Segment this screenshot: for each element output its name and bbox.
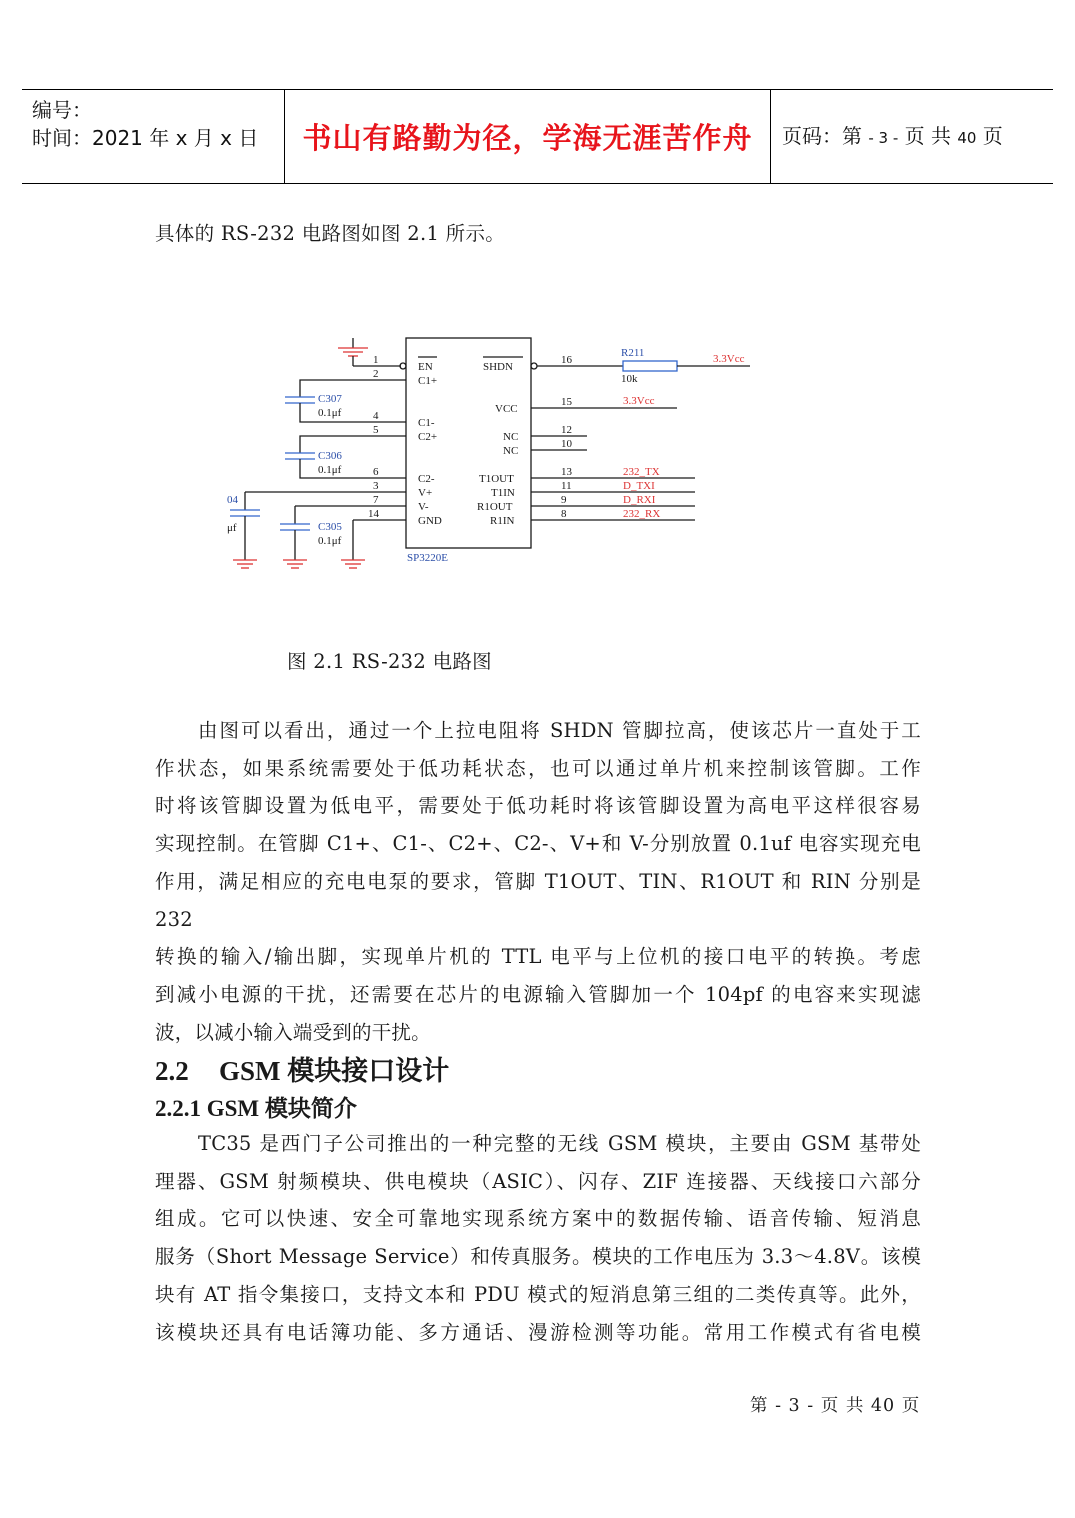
figure-caption: 图 2.1 RS-232 电路图 <box>287 650 492 673</box>
pin-num: 3 <box>373 480 379 492</box>
pin-name: C2- <box>418 473 435 485</box>
resistor-name: R211 <box>621 347 645 359</box>
cap-value: 0.1μf <box>318 535 342 547</box>
pin-name: VCC <box>495 403 518 415</box>
pin-name: V+ <box>418 487 433 499</box>
paragraph-line: 到减小电源的干扰，还需要在芯片的电源输入管脚加一个 104pf 的电容来实现滤 <box>155 982 921 1006</box>
page-number: - 3 - <box>868 129 899 147</box>
pin-num: 13 <box>561 466 572 478</box>
page-suffix: 页 <box>982 124 1003 148</box>
pin-name: V- <box>418 501 429 513</box>
pin-name: T1IN <box>491 487 515 499</box>
header-info-cell <box>22 90 285 183</box>
signal-label: 232_RX <box>623 508 661 520</box>
pin-name: EN <box>418 361 433 373</box>
paragraph-line: 转换的输入/输出脚，实现单片机的 TTL 电平与上位机的接口电平的转换。考虑 <box>155 945 921 969</box>
pin-num: 8 <box>561 508 567 520</box>
paragraph-line: 作状态，如果系统需要处于低功耗状态，也可以通过单片机来控制该管脚。工作 <box>155 756 921 780</box>
pin-num: 2 <box>373 368 379 380</box>
pin-name: C2+ <box>418 431 438 443</box>
cap-value: 0.1μf <box>318 407 342 419</box>
paragraph-line: 理器、GSM 射频模块、供电模块（ASIC）、闪存、ZIF 连接器、天线接口六部分 <box>155 1169 921 1193</box>
footer-prefix: 第 <box>750 1396 769 1416</box>
paragraph-line: 块有 AT 指令集接口，支持文本和 PDU 模式的短消息第三组的二类传真等。此外， <box>155 1282 921 1306</box>
footer-suffix: 页 <box>901 1396 921 1416</box>
pin-name: GND <box>418 515 442 527</box>
signal-label: 232_TX <box>623 466 660 478</box>
paragraph-line: 组成。它可以快速、安全可靠地实现系统方案中的数据传输、语音传输、短消息 <box>155 1207 921 1231</box>
cap-name: C305 <box>318 521 342 533</box>
paragraph-line: 波，以减小输入端受到的干扰。 <box>155 1020 431 1044</box>
time-label: 时间：2021 年 x 月 x 日 <box>32 126 259 150</box>
cap-value: μf <box>227 522 237 534</box>
pin-num: 11 <box>561 480 572 492</box>
page-prefix: 页码：第 <box>782 124 862 148</box>
paragraph-rs232 <box>155 712 921 1051</box>
pin-name: R1IN <box>490 515 515 527</box>
pin-num: 1 <box>373 354 379 366</box>
section-number: 2.2 <box>155 1056 189 1086</box>
paragraph-line: 作用，满足相应的充电电泵的要求，管脚 T1OUT、TIN、R1OUT 和 RIN 分别是 232 <box>155 869 921 931</box>
vcc-label: 3.3Vcc <box>713 353 745 365</box>
pin-name: T1OUT <box>479 473 514 485</box>
pin-num: 14 <box>368 508 379 520</box>
signal-label: D_TXI <box>623 480 655 492</box>
pin-name: R1OUT <box>477 501 513 513</box>
pin-num: 10 <box>561 438 572 450</box>
footer-page-number: - 3 - <box>775 1396 815 1416</box>
pin-name: NC <box>503 431 519 443</box>
subsection-heading: 2.2.1 GSM 模块简介 <box>155 1096 357 1121</box>
paragraph-line: 服务（Short Message Service）和传真服务。模块的工作电压为 3.3～4.8V。该模 <box>155 1245 921 1269</box>
pin-num: 6 <box>373 466 379 478</box>
pin-num: 5 <box>373 424 379 436</box>
pin-num: 16 <box>561 354 572 366</box>
vcc-label: 3.3Vcc <box>623 395 655 407</box>
serial-label: 编号： <box>32 98 92 122</box>
cap-name: C306 <box>318 450 342 462</box>
page-mid: 页 共 <box>904 124 951 148</box>
paragraph-line: 该模块还具有电话簿功能、多方通话、漫游检测等功能。常用工作模式有省电模 <box>155 1320 921 1344</box>
pin-num: 15 <box>561 396 572 408</box>
header-motto: 书山有路勤为径，学海无涯苦作舟 <box>285 90 771 183</box>
pin-num: 12 <box>561 424 572 436</box>
cap-value: 0.1μf <box>318 464 342 476</box>
footer-mid: 页 共 <box>820 1396 865 1416</box>
paragraph-line: 由图可以看出，通过一个上拉电阻将 SHDN 管脚拉高，使该芯片一直处于工 <box>198 719 921 742</box>
pin-num: 9 <box>561 494 567 506</box>
header-page-indicator <box>782 120 1003 149</box>
pin-name: C1+ <box>418 375 438 387</box>
pin-name: SHDN <box>483 361 513 373</box>
intro-line: 具体的 RS-232 电路图如图 2.1 所示。 <box>155 222 506 245</box>
chip-name: SP3220E <box>407 552 448 564</box>
pin-name: C1- <box>418 417 435 429</box>
cap-name: C307 <box>318 393 342 405</box>
pin-num: 7 <box>373 494 379 506</box>
paragraph-line: 实现控制。在管脚 C1+、C1-、C2+、C2-、V+和 V-分别放置 0.1uf 电容实现充电 <box>155 832 921 856</box>
paragraph-gsm <box>155 1125 921 1351</box>
section-title: GSM 模块接口设计 <box>219 1056 450 1086</box>
footer-total: 40 <box>870 1396 896 1416</box>
paragraph-line: 时将该管脚设置为低电平，需要处于低功耗时将该管脚设置为高电平这样很容易 <box>155 794 921 818</box>
cap-name: 04 <box>227 494 238 506</box>
pin-name: NC <box>503 445 519 457</box>
page-total: 40 <box>957 129 977 147</box>
page-footer <box>750 1392 920 1417</box>
paragraph-line: TC35 是西门子公司推出的一种完整的无线 GSM 模块，主要由 GSM 基带处 <box>198 1132 921 1155</box>
rs232-circuit-diagram <box>225 330 765 580</box>
section-heading <box>155 1049 449 1088</box>
pin-num: 4 <box>373 410 379 422</box>
resistor-value: 10k <box>621 373 638 385</box>
page-header <box>22 89 1053 184</box>
signal-label: D_RXI <box>623 494 656 506</box>
